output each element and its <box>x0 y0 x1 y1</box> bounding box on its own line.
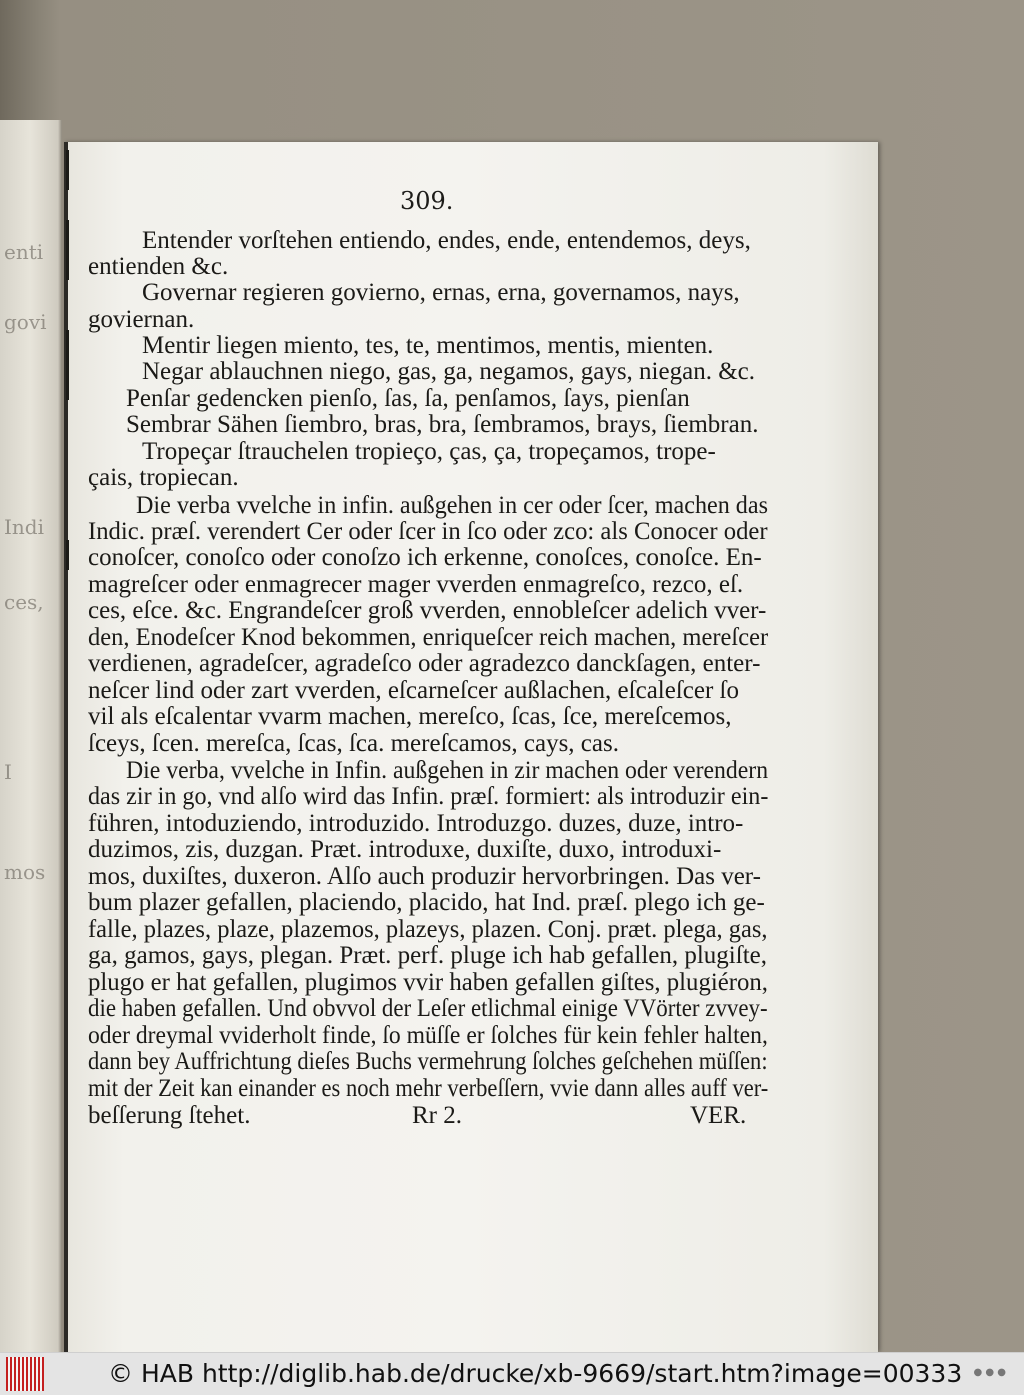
facing-page-fragment: Indi <box>4 515 44 539</box>
text-line: neſcer lind oder zart vverden, eſcarneſcer außlachen, eſcaleſcer ſo <box>88 677 739 704</box>
margin-mark <box>66 330 69 400</box>
text-line: Indic. præſ. verendert Cer oder ſcer in ſco oder zco: als Conocer oder <box>88 518 768 545</box>
text-line: conoſcer, conoſco oder conoſzo ich erkenne, conoſces, conoſce. En- <box>88 544 762 571</box>
facing-page-fragment: govi <box>4 310 47 334</box>
text-line: duzimos, zis, duzgan. Præt. introduxe, duxiſte, duxo, introduxi- <box>88 836 722 863</box>
text-line: oder dreymal vviderholt finde, ſo müſſe er ſolches für kein fehler halten, <box>88 1022 768 1049</box>
text-line: ga, gamos, gays, plegan. Præt. perf. pluge ich hab gefallen, plugiſte, <box>88 942 767 969</box>
text-line: vil als eſcalentar vvarm machen, mereſco, ſcas, ſce, mereſcemos, <box>88 703 732 730</box>
catchword: VER. <box>690 1102 747 1129</box>
text-line: ſceys, ſcen. mereſca, ſcas, ſca. mereſcamos, cays, cas. <box>88 730 619 757</box>
signature-mark: Rr 2. <box>412 1102 462 1129</box>
text-line: bum plazer gefallen, placiendo, placido, hat Ind. præſ. plego ich ge- <box>88 889 765 916</box>
text-line: die haben gefallen. Und obvvol der Leſer etlichmal einige VVörter zvvey- <box>88 995 768 1022</box>
text-line: dann bey Auffrichtung dieſes Buchs vermehrung ſolches geſchehen müſſen: <box>88 1048 768 1075</box>
text-line: goviernan. <box>88 306 195 333</box>
text-line: ces, eſce. &c. Engrandeſcer groß vverden, ennobleſcer adelich vver- <box>88 597 767 624</box>
facing-page-fragment: I <box>4 760 12 784</box>
facing-page-fragment: mos <box>4 860 46 884</box>
margin-mark <box>66 540 69 570</box>
text-line: beſſerung ſtehet. <box>88 1102 251 1129</box>
facing-page-edge <box>0 120 62 1352</box>
text-line: verdienen, agradeſcer, agradeſco oder agradezco danckſagen, enter- <box>88 650 761 677</box>
text-line: Penſar gedencken pienſo, ſas, ſa, penſamos, ſays, pienſan <box>126 385 690 412</box>
footer-bar <box>0 1352 1024 1395</box>
hab-logo-icon <box>6 1357 44 1391</box>
text-line: Sembrar Sähen ſiembro, bras, bra, ſembramos, brays, ſiembran. <box>126 411 759 438</box>
facing-page-fragment: ces, <box>4 590 44 614</box>
text-line: magreſcer oder enmagrecer mager vverden enmagreſco, rezco, eſ. <box>88 571 744 598</box>
text-line: mit der Zeit kan einander es noch mehr verbeſſern, vvie dann alles auff ver- <box>88 1075 769 1102</box>
more-icon: ● ● ● <box>973 1367 1006 1378</box>
text-line: das zir in go, vnd alſo wird das Infin. præſ. formiert: als introduzir ein- <box>88 783 769 810</box>
text-line: führen, intoduziendo, introduzido. Introduzgo. duzes, duze, intro- <box>88 810 744 837</box>
text-line: Tropeçar ſtrauchelen tropieço, ças, ça, tropeçamos, trope- <box>142 438 716 465</box>
text-line: Mentir liegen miento, tes, te, mentimos, mentis, mienten. <box>142 332 714 359</box>
text-line: falle, plazes, plaze, plazemos, plazeys, plazen. Conj. præt. plega, gas, <box>88 916 768 943</box>
text-line: çais, tropiecan. <box>88 464 239 491</box>
text-line: Die verba vvelche in infin. außgehen in cer oder ſcer, machen das <box>136 492 768 519</box>
text-line: mos, duxiſtes, duxeron. Alſo auch produzir hervorbringen. Das ver- <box>88 863 761 890</box>
facing-page-fragment: enti <box>4 240 44 264</box>
page-number: 309. <box>400 187 454 215</box>
text-line: Die verba, vvelche in Infin. außgehen in zir machen oder verendern <box>126 757 769 784</box>
margin-mark <box>66 150 69 190</box>
text-line: plugo er hat gefallen, plugimos vvir haben gefallen giſtes, plugiéron, <box>88 969 768 996</box>
copyright-url[interactable]: © HAB http://diglib.hab.de/drucke/xb-9669/start.htm?image=00333 <box>108 1359 963 1388</box>
text-line: Governar regieren govierno, ernas, erna, governamos, nays, <box>142 279 740 306</box>
margin-mark <box>66 220 69 280</box>
text-line: Negar ablauchnen niego, gas, ga, negamos, gays, niegan. &c. <box>142 358 755 385</box>
text-line: entienden &c. <box>88 253 229 280</box>
text-line: Entender vorſtehen entiendo, endes, ende, entendemos, deys, <box>142 227 751 254</box>
page-gutter-shadow <box>64 142 68 1352</box>
text-line: den, Enodeſcer Knod bekommen, enriqueſcer reich machen, mereſcer <box>88 624 769 651</box>
